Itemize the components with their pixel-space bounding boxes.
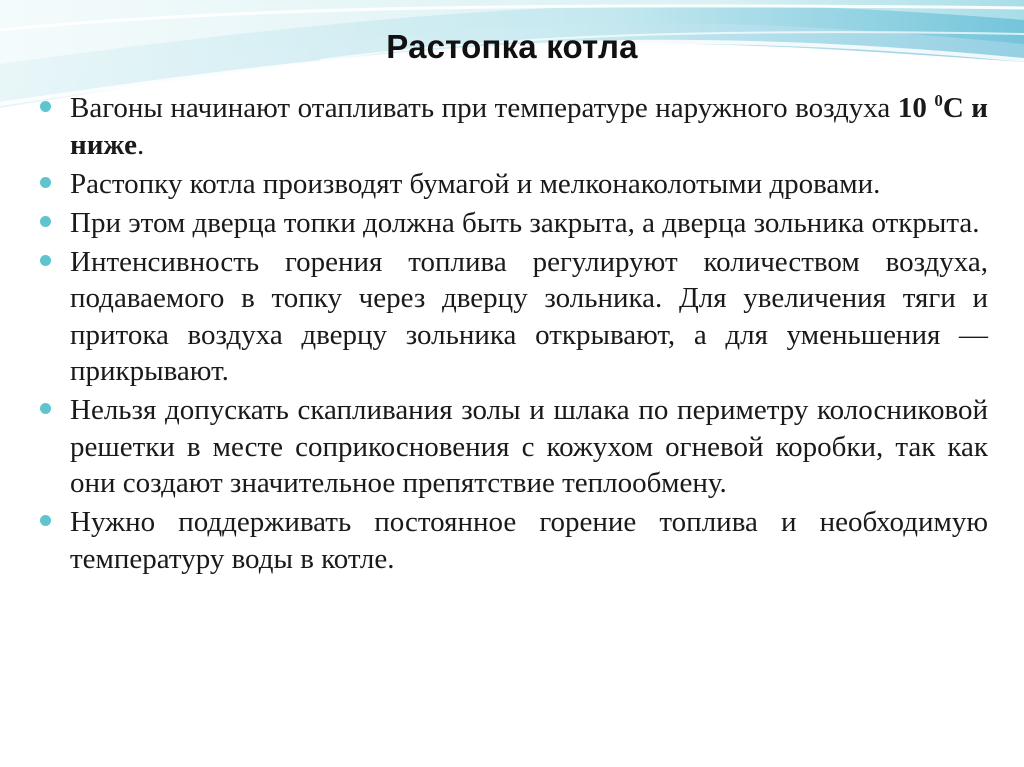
circle-bullet-icon — [40, 177, 51, 188]
bullet-item — [40, 504, 988, 577]
bullet-text: Нельзя допускать скапливания золы и шлака по периметру колосниковой решетки в месте соприкосновения с кожухом огневой коробки, так как они создают значительное препятствие теплообмену. — [70, 394, 988, 499]
bullet-item — [40, 90, 988, 163]
degree-superscript: 0 — [934, 91, 943, 110]
bullet-text: Нужно поддерживать постоянное горение топлива и необходимую температуру воды в котле. — [70, 506, 988, 575]
circle-bullet-icon — [40, 216, 51, 227]
bullet-item — [40, 244, 988, 390]
temperature-value: 10 $^0$С и ниже — [70, 91, 989, 161]
bullet-text: Растопку котла производят бумагой и мелконаколотыми дровами. — [70, 167, 881, 200]
circle-bullet-icon — [40, 515, 51, 526]
bullet-item — [40, 166, 988, 203]
bullet-text: Вагоны начинают отапливать при температуре наружного воздуха — [70, 92, 898, 124]
bullet-item — [40, 205, 988, 242]
bullet-list — [40, 90, 988, 580]
circle-bullet-icon — [40, 255, 51, 266]
circle-bullet-icon — [40, 403, 51, 414]
bullet-text: Интенсивность горения топлива регулируют количеством воздуха, подаваемого в топку через дверцу зольника. Для увеличения тяги и притока воздуха дверцу зольника открывают, а для уменьшения — прикрывают. — [70, 245, 988, 387]
bullet-item — [40, 392, 988, 502]
circle-bullet-icon — [40, 101, 51, 112]
bullet-text: При этом дверца топки должна быть закрыта, а дверца зольника открыта. — [70, 206, 980, 239]
bullet-text-end: . — [136, 128, 145, 161]
slide-title: Растопка котла — [386, 28, 638, 65]
